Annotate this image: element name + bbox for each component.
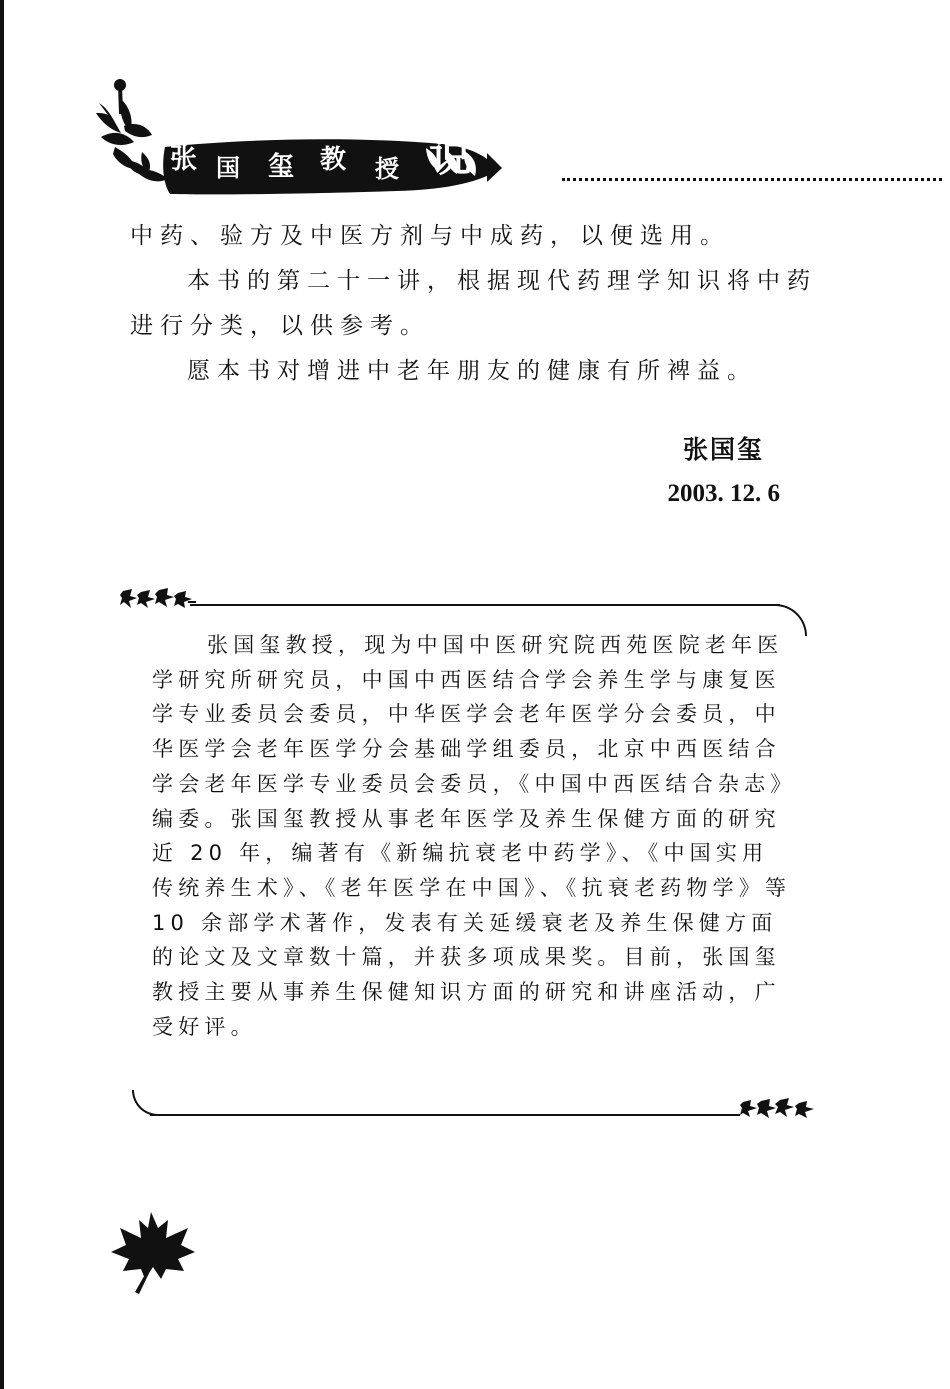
- chapter-header: [92, 78, 950, 208]
- banner-char-1: 张: [170, 144, 197, 175]
- preface-paragraph-3: 愿本书对增进中老年朋友的健康有所裨益。: [187, 358, 757, 384]
- banner-char-3: 玺: [268, 152, 295, 182]
- bio-bottom-corner: [132, 1090, 166, 1116]
- flower-ornament-top-left: [120, 586, 196, 610]
- flower-ornament-bottom-right: [740, 1096, 816, 1120]
- signature-date: 2003. 12. 6: [667, 480, 780, 507]
- banner-char-4: 教: [320, 145, 347, 175]
- preface-body: [130, 214, 830, 394]
- banner-char-2: 国: [216, 154, 240, 182]
- banner-char-5: 授: [375, 155, 399, 183]
- author-signature: 张国玺: [682, 435, 764, 464]
- bio-paragraph: 张国玺教授，现为中国中医研究院西苑医院老年医学研究所研究员，中国中西医结合学会养生学与康复医学专业委员会委员，中华医学会老年医学分会委员，中华医学会老年医学分会基础学组委员，北京中西医结合学会老年医学专业委员会委员，《中国中西医结合杂志》编委。张国玺教授从事老年医学及养生保健方面的研究近 20 年，编著有《新编抗衰老中药学》、《中国实用传统养生术》、《老年医学在中国》、《抗衰老药物学》等 10 余部学术著作，发表有关延缓衰老及养生保健方面的论文及文章数十篇，并获多项成果奖。目前，张国玺教授主要从事养生保健知识方面的研究和讲座活动，广受好评。: [152, 633, 792, 1039]
- bio-bottom-rule: [150, 1114, 740, 1116]
- header-dotted-rule: [562, 174, 942, 181]
- page-left-border: [0, 0, 4, 1389]
- maple-leaf-icon: [106, 1210, 196, 1294]
- banner-char-6: 说: [429, 132, 472, 181]
- bio-top-rule: [190, 604, 780, 606]
- author-banner-title: [170, 132, 540, 198]
- preface-paragraph-2: 本书的第二十一讲，根据现代药理学知识将中药进行分类，以供参考。: [130, 268, 817, 339]
- preface-line-1: 中药、验方及中医方剂与中成药，以便选用。: [130, 223, 730, 249]
- author-biography: [152, 628, 792, 1044]
